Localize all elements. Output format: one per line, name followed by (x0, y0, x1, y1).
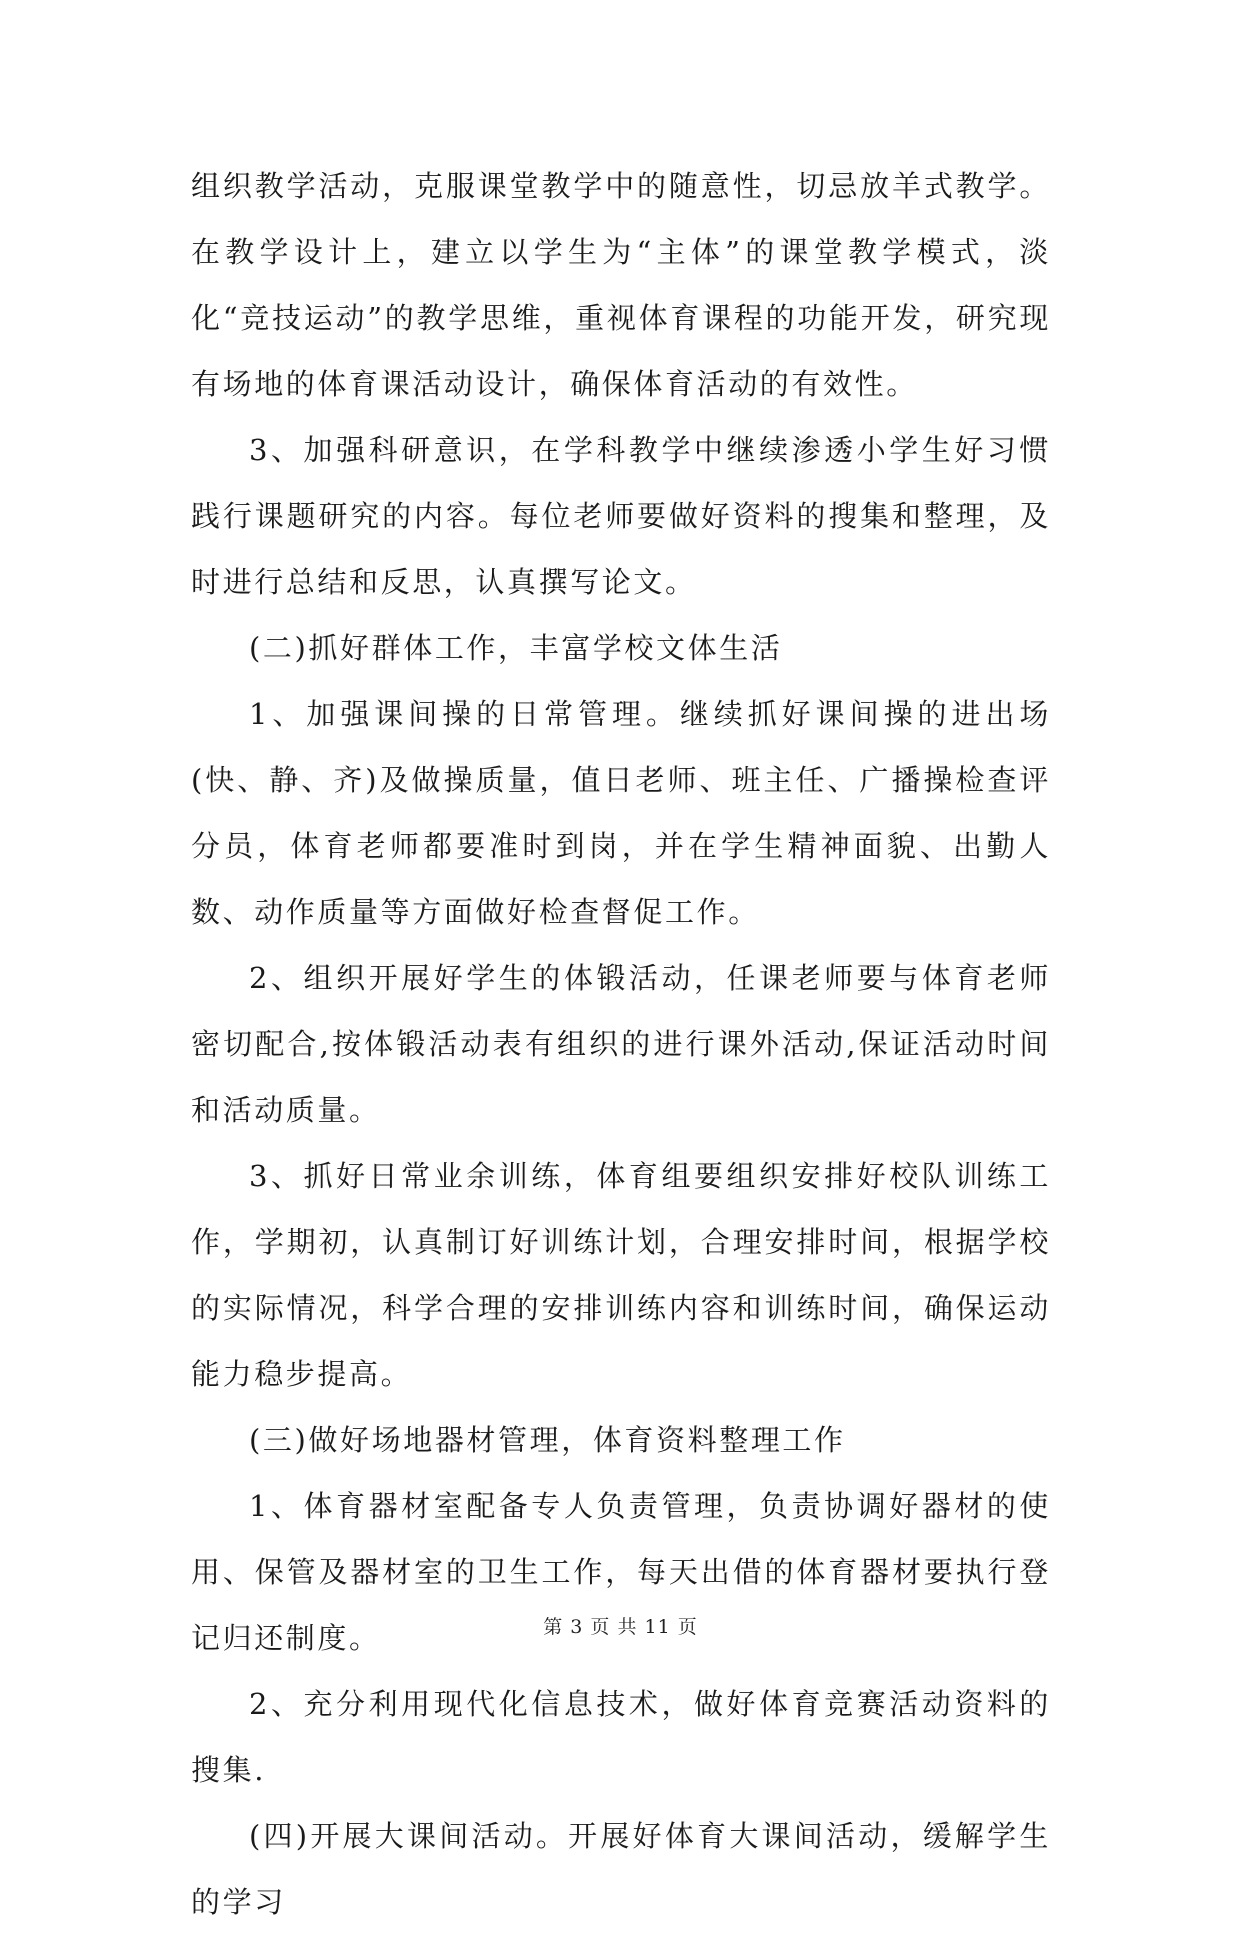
paragraph: 3、抓好日常业余训练，体育组要组织安排好校队训练工作，学期初，认真制订好训练计划，合理安排时间，根据学校的实际情况，科学合理的安排训练内容和训练时间，确保运动能力稳步提高。 (191, 1159, 1051, 1391)
section-heading: (三)做好场地器材管理，体育资料整理工作 (249, 1423, 846, 1457)
section-heading: (二)抓好群体工作，丰富学校文体生活 (249, 631, 783, 665)
paragraph: 3、加强科研意识，在学科教学中继续渗透小学生好习惯践行课题研究的内容。每位老师要做好资料的搜集和整理，及时进行总结和反思，认真撰写论文。 (191, 433, 1051, 599)
paragraph: 2、充分利用现代化信息技术，做好体育竞赛活动资料的搜集. (191, 1687, 1051, 1787)
page-number: 第 3 页 共 11 页 (543, 1616, 698, 1638)
paragraph: 1、体育器材室配备专人负责管理，负责协调好器材的使用、保管及器材室的卫生工作，每天出借的体育器材要执行登记归还制度。 (191, 1489, 1051, 1655)
paragraph: 1、加强课间操的日常管理。继续抓好课间操的进出场(快、静、齐)及做操质量，值日老师、班主任、广播操检查评分员，体育老师都要准时到岗，并在学生精神面貌、出勤人数、动作质量等方面做好检查督促工作。 (191, 697, 1051, 929)
paragraph: 组织教学活动，克服课堂教学中的随意性，切忌放羊式教学。在教学设计上，建立以学生为“主体”的课堂教学模式，淡化“竞技运动”的教学思维，重视体育课程的功能开发，研究现有场地的体育课活动设计，确保体育活动的有效性。 (191, 169, 1051, 401)
document-body (191, 153, 1051, 1935)
paragraph: 2、组织开展好学生的体锻活动，任课老师要与体育老师密切配合,按体锻活动表有组织的进行课外活动,保证活动时间和活动质量。 (191, 961, 1051, 1127)
paragraph: (四)开展大课间活动。开展好体育大课间活动，缓解学生的学习 (191, 1819, 1051, 1919)
page-footer (0, 1612, 1241, 1639)
